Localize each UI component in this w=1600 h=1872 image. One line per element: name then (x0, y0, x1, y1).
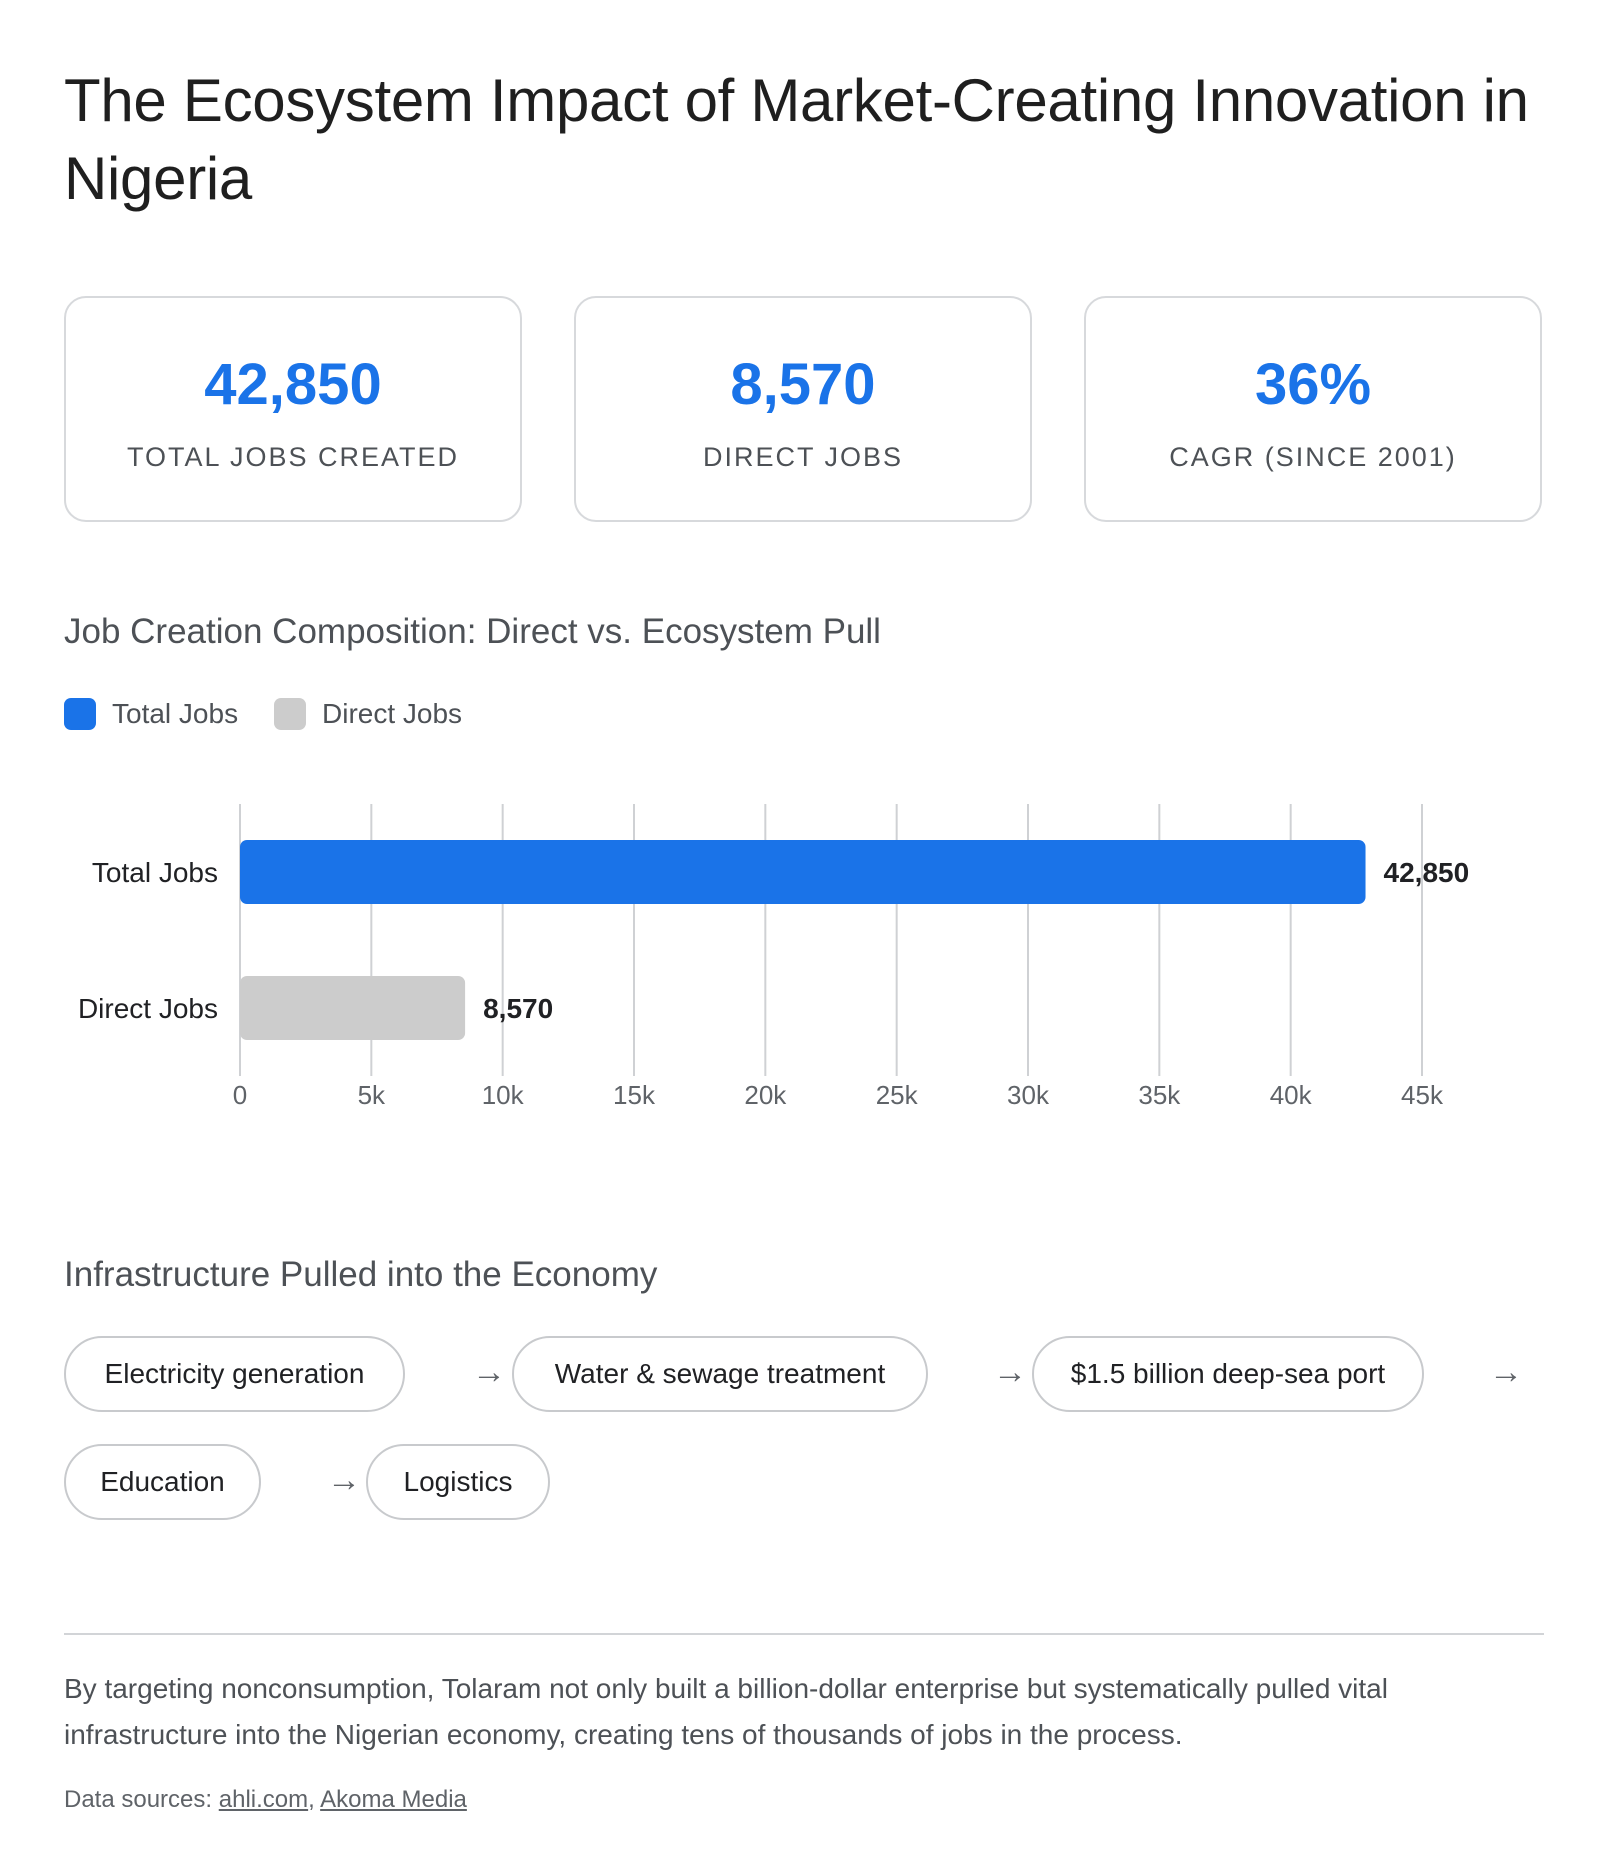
bar (240, 840, 1366, 904)
kpi-value: 42,850 (204, 352, 382, 417)
infra-pill-electricity: Electricity generation (64, 1336, 405, 1412)
x-tick-label: 0 (232, 1080, 248, 1110)
infra-pill-logistics: Logistics (366, 1444, 550, 1520)
x-tick-label: 25k (875, 1080, 918, 1110)
bar-chart (0, 790, 1600, 1130)
x-tick-label: 10k (481, 1080, 524, 1110)
data-sources (64, 1782, 467, 1818)
arrow-right-icon: → (472, 1353, 506, 1391)
kpi-label: TOTAL JOBS CREATED (126, 442, 460, 472)
kpi-row (64, 296, 1544, 524)
kpi-card-total-jobs (64, 296, 522, 522)
legend-label: Total Jobs (112, 698, 239, 729)
legend-label: Direct Jobs (322, 698, 463, 729)
kpi-label: DIRECT JOBS (702, 442, 904, 472)
x-tick-label: 5k (357, 1080, 386, 1110)
x-tick-label: 45k (1401, 1080, 1443, 1110)
sources-prefix: Data sources: (64, 1786, 213, 1813)
kpi-value: 8,570 (730, 352, 876, 417)
bar (240, 976, 465, 1040)
arrow-right-icon: → (1489, 1353, 1523, 1391)
x-tick-label: 30k (1007, 1080, 1049, 1110)
divider (64, 1633, 1544, 1635)
sources-separator: , (308, 1786, 315, 1813)
arrow-right-icon: → (993, 1353, 1027, 1391)
bar-value-label: 42,850 (1383, 857, 1470, 888)
source-link-akoma-media[interactable]: Akoma Media (320, 1786, 467, 1813)
x-tick-label: 15k (613, 1080, 655, 1110)
chart-section-title: Job Creation Composition: Direct vs. Ecosystem Pull (64, 612, 881, 651)
kpi-card-direct-jobs (574, 296, 1032, 522)
x-tick-label: 40k (1269, 1080, 1312, 1110)
y-category-label: Direct Jobs (77, 993, 218, 1024)
kpi-card-cagr (1084, 296, 1542, 522)
kpi-label: CAGR (SINCE 2001) (1169, 442, 1457, 472)
bar-value-label: 8,570 (483, 993, 554, 1024)
legend-swatch (274, 698, 306, 730)
x-tick-label: 20k (744, 1080, 787, 1110)
source-link-ahli[interactable]: ahli.com (218, 1786, 309, 1813)
legend-swatch (64, 698, 96, 730)
arrow-right-icon: → (327, 1461, 361, 1499)
x-tick-label: 35k (1138, 1080, 1181, 1110)
infra-pill-education: Education (64, 1444, 261, 1520)
summary-text: By targeting nonconsumption, Tolaram not only built a billion-dollar enterprise but systematically pulled vital infrastructure into the Nigerian economy, creating tens of thousands of jobs in the process. (64, 1673, 1388, 1750)
infra-section-title: Infrastructure Pulled into the Economy (64, 1255, 658, 1294)
y-category-label: Total Jobs (91, 857, 218, 888)
page-title: The Ecosystem Impact of Market-Creating Innovation in Nigeria (64, 67, 1529, 212)
kpi-value: 36% (1254, 352, 1372, 417)
infra-pill-water: Water & sewage treatment (512, 1336, 928, 1412)
infra-pill-port: $1.5 billion deep-sea port (1032, 1336, 1424, 1412)
